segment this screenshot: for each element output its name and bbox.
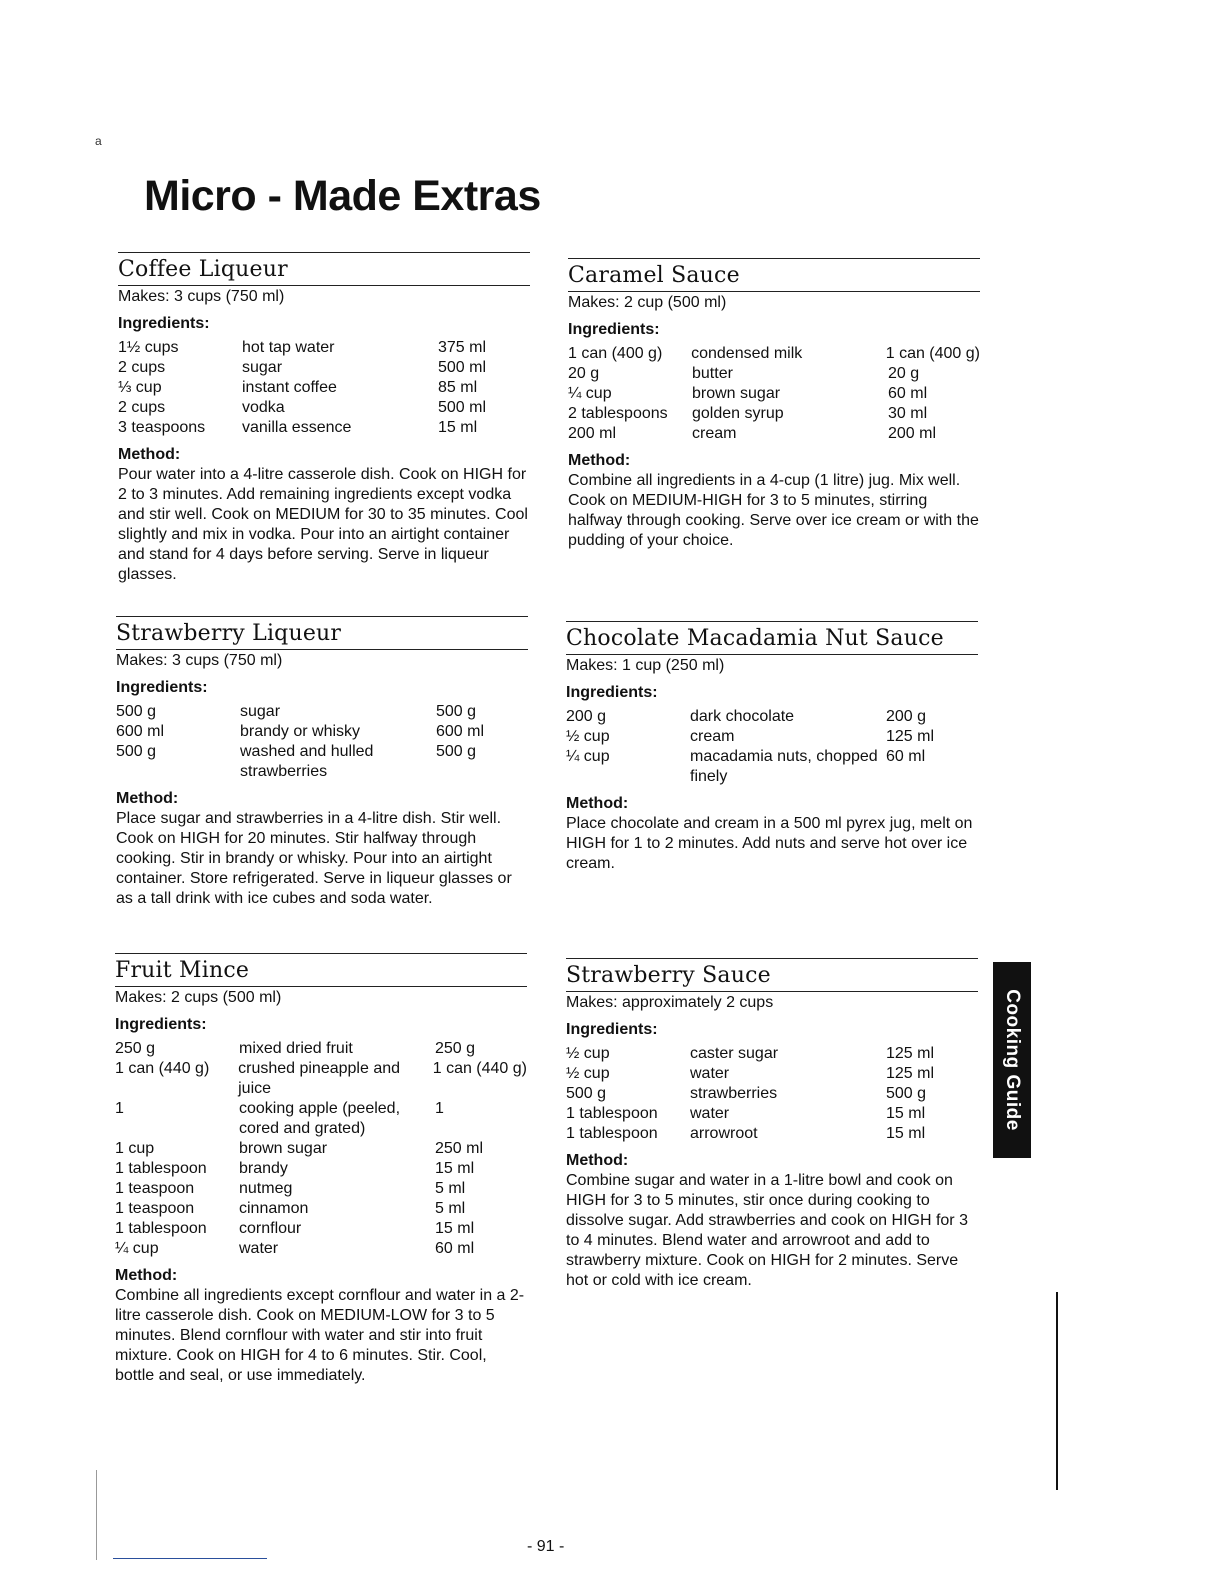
ingredient-quantity: 1 xyxy=(115,1100,124,1117)
ingredient-metric: 15 ml xyxy=(886,1105,926,1122)
method-label: Method: xyxy=(115,1267,178,1284)
ingredient-row xyxy=(118,398,530,418)
ingredient-list xyxy=(566,707,978,787)
ingredient-quantity: 3 teaspoons xyxy=(118,419,206,436)
ingredient-metric: 500 g xyxy=(886,1085,927,1102)
ingredient-metric: 60 ml xyxy=(435,1240,475,1257)
ingredient-name: vanilla essence xyxy=(242,419,352,436)
method-label: Method: xyxy=(116,790,179,807)
ingredient-metric: 1 can (400 g) xyxy=(885,345,980,362)
ingredient-name: hot tap water xyxy=(242,339,335,356)
ingredient-name: brown sugar xyxy=(239,1140,328,1157)
ingredients-label: Ingredients: xyxy=(118,315,210,332)
recipe-caramel-sauce xyxy=(568,258,980,551)
ingredient-name: strawberries xyxy=(690,1085,778,1102)
ingredient-name: water xyxy=(690,1065,730,1082)
ingredient-metric: 5 ml xyxy=(435,1180,466,1197)
recipe-title: Strawberry Sauce xyxy=(566,963,771,988)
ingredient-quantity: ½ cup xyxy=(566,728,610,745)
recipe-yield: Makes: 3 cups (750 ml) xyxy=(118,288,285,305)
ingredient-row xyxy=(115,1139,527,1159)
ingredient-name: cream xyxy=(690,728,735,745)
ingredient-name: nutmeg xyxy=(239,1180,293,1197)
ingredient-name: sugar xyxy=(240,703,281,720)
ingredient-metric: 60 ml xyxy=(888,385,928,402)
ingredient-row xyxy=(566,727,978,747)
recipe-top-rule xyxy=(118,252,530,253)
ingredient-metric: 30 ml xyxy=(888,405,928,422)
ingredient-metric: 600 ml xyxy=(436,723,485,740)
recipe-yield: Makes: 1 cup (250 ml) xyxy=(566,657,725,674)
ingredient-name: cooking apple (peeled, cored and grated) xyxy=(239,1100,401,1137)
ingredient-list xyxy=(118,338,530,438)
ingredient-row xyxy=(116,702,528,722)
ingredient-metric: 1 can (440 g) xyxy=(432,1060,527,1077)
ingredient-metric: 15 ml xyxy=(438,419,478,436)
ingredient-name: condensed milk xyxy=(691,345,803,362)
ingredient-row xyxy=(115,1239,527,1259)
ingredient-name: washed and hulled strawberries xyxy=(240,743,374,780)
ingredients-label: Ingredients: xyxy=(568,321,660,338)
ingredient-quantity: 2 cups xyxy=(118,399,166,416)
ingredient-name: crushed pineapple and juice xyxy=(238,1060,401,1097)
ingredient-quantity: 1 tablespoon xyxy=(566,1125,658,1142)
ingredient-quantity: ¼ cup xyxy=(115,1240,159,1257)
ingredient-row xyxy=(115,1159,527,1179)
ingredient-quantity: 1 can (440 g) xyxy=(115,1060,210,1077)
recipe-yield: Makes: 2 cup (500 ml) xyxy=(568,294,727,311)
ingredient-metric: 15 ml xyxy=(435,1160,475,1177)
ingredient-row xyxy=(568,364,980,384)
ingredient-row xyxy=(566,707,978,727)
ingredient-quantity: 2 cups xyxy=(118,359,166,376)
ingredient-name: cornflour xyxy=(239,1220,302,1237)
method-label: Method: xyxy=(118,446,181,463)
ingredient-metric: 125 ml xyxy=(886,1065,935,1082)
ingredient-row xyxy=(115,1059,527,1099)
cooking-guide-tab xyxy=(993,962,1031,1158)
ingredient-metric: 500 g xyxy=(436,743,477,760)
ingredient-row xyxy=(115,1219,527,1239)
recipe-top-rule xyxy=(568,258,980,259)
ingredient-row xyxy=(568,384,980,404)
ingredient-quantity: 1 tablespoon xyxy=(115,1160,207,1177)
page-number: - 91 - xyxy=(527,1538,565,1555)
ingredients-label: Ingredients: xyxy=(115,1016,207,1033)
ingredient-metric: 15 ml xyxy=(886,1125,926,1142)
recipe-title: Chocolate Macadamia Nut Sauce xyxy=(566,626,944,651)
corner-mark: a xyxy=(95,134,102,148)
ingredient-quantity: ¼ cup xyxy=(568,385,612,402)
recipe-chocolate-macadamia-nut-sauce xyxy=(566,621,978,874)
ingredient-quantity: 1 can (400 g) xyxy=(568,345,663,362)
ingredient-name: dark chocolate xyxy=(690,708,795,725)
ingredient-quantity: 2 tablespoons xyxy=(568,405,668,422)
ingredient-metric: 200 ml xyxy=(888,425,937,442)
method-label: Method: xyxy=(566,1152,629,1169)
ingredient-metric: 500 ml xyxy=(438,399,487,416)
ingredient-quantity: 600 ml xyxy=(116,723,165,740)
ingredient-quantity: 500 g xyxy=(116,743,157,760)
ingredient-quantity: 1½ cups xyxy=(118,339,179,356)
ingredient-row xyxy=(115,1039,527,1059)
ingredient-row xyxy=(115,1199,527,1219)
ingredient-metric: 250 ml xyxy=(435,1140,484,1157)
recipe-top-rule xyxy=(115,953,527,954)
ingredient-row xyxy=(566,1084,978,1104)
method-text: Combine all ingredients except cornflour and water in a 2-litre casserole dish. Cook on MEDIUM-LOW for 3 to 5 minutes. Blend cornflour with water and stir into fruit mixture. Cook on HIGH for 4 to 6 minutes. Stir. Cool, bottle and seal, or use immediately. xyxy=(115,1287,525,1384)
ingredient-name: cinnamon xyxy=(239,1200,309,1217)
recipe-title: Fruit Mince xyxy=(115,958,250,983)
ingredient-quantity: 500 g xyxy=(566,1085,607,1102)
ingredient-name: sugar xyxy=(242,359,283,376)
page-title: Micro - Made Extras xyxy=(144,172,541,220)
ingredient-list xyxy=(115,1039,527,1259)
ingredient-name: arrowroot xyxy=(690,1125,758,1142)
ingredient-row xyxy=(116,742,528,782)
ingredient-quantity: 1 teaspoon xyxy=(115,1180,195,1197)
recipe-strawberry-liqueur xyxy=(116,616,528,909)
ingredient-name: cream xyxy=(692,425,737,442)
ingredient-row xyxy=(118,338,530,358)
ingredient-metric: 60 ml xyxy=(886,748,926,765)
ingredient-row xyxy=(118,418,530,438)
ingredient-name: butter xyxy=(692,365,733,382)
ingredients-label: Ingredients: xyxy=(566,684,658,701)
ingredient-name: brandy xyxy=(239,1160,288,1177)
ingredient-name: brown sugar xyxy=(692,385,781,402)
ingredient-name: mixed dried fruit xyxy=(239,1040,353,1057)
ingredient-metric: 200 g xyxy=(886,708,927,725)
ingredient-row xyxy=(118,358,530,378)
ingredient-row xyxy=(566,1044,978,1064)
ingredient-quantity: 200 g xyxy=(566,708,607,725)
ingredient-list xyxy=(116,702,528,782)
ingredient-name: golden syrup xyxy=(692,405,784,422)
ingredient-quantity: ½ cup xyxy=(566,1045,610,1062)
ingredient-row xyxy=(118,378,530,398)
ingredient-metric: 500 g xyxy=(436,703,477,720)
ingredient-quantity: 1 teaspoon xyxy=(115,1200,195,1217)
recipe-title: Coffee Liqueur xyxy=(118,257,288,282)
ingredient-metric: 500 ml xyxy=(438,359,487,376)
ingredient-row xyxy=(568,424,980,444)
recipe-yield: Makes: approximately 2 cups xyxy=(566,994,774,1011)
scan-edge xyxy=(96,1470,97,1560)
ingredient-name: caster sugar xyxy=(690,1045,779,1062)
ingredient-quantity: 1 tablespoon xyxy=(566,1105,658,1122)
method-label: Method: xyxy=(568,452,631,469)
ingredient-list xyxy=(566,1044,978,1144)
ingredient-quantity: ½ cup xyxy=(566,1065,610,1082)
ingredient-name: brandy or whisky xyxy=(240,723,361,740)
ingredient-name: instant coffee xyxy=(242,379,337,396)
recipe-coffee-liqueur xyxy=(118,252,530,585)
method-text: Combine sugar and water in a 1-litre bowl and cook on HIGH for 3 to 5 minutes, stir once during cooking to dissolve sugar. Add strawberries and cook on HIGH for 3 to 4 minutes. Blend water and arrowroot and add to strawberry mixture. Cook on HIGH for 2 minutes. Serve hot or cold with ice cream. xyxy=(566,1172,968,1289)
ingredient-row xyxy=(566,1124,978,1144)
ingredient-metric: 125 ml xyxy=(886,1045,935,1062)
scan-line xyxy=(113,1558,267,1559)
ingredient-quantity: 200 ml xyxy=(568,425,617,442)
method-text: Pour water into a 4-litre casserole dish. Cook on HIGH for 2 to 3 minutes. Add remaining ingredients except vodka and stir well. Cook on MEDIUM for 30 to 35 minutes. Cool slightly and mix in vodka. Pour into an airtight container and stand for 4 days before serving. Serve in liqueur glasses. xyxy=(118,466,528,583)
ingredient-quantity: 1 tablespoon xyxy=(115,1220,207,1237)
cooking-guide-tab-label: Cooking Guide xyxy=(1002,989,1024,1131)
ingredient-name: water xyxy=(690,1105,730,1122)
recipe-title: Strawberry Liqueur xyxy=(116,621,342,646)
ingredient-metric: 5 ml xyxy=(435,1200,466,1217)
ingredient-metric: 125 ml xyxy=(886,728,935,745)
ingredient-metric: 250 g xyxy=(435,1040,476,1057)
method-label: Method: xyxy=(566,795,629,812)
ingredient-quantity: 250 g xyxy=(115,1040,156,1057)
ingredient-quantity: 500 g xyxy=(116,703,157,720)
ingredient-metric: 1 xyxy=(435,1100,444,1117)
ingredient-quantity: 20 g xyxy=(568,365,600,382)
method-text: Place chocolate and cream in a 500 ml pyrex jug, melt on HIGH for 1 to 2 minutes. Add nuts and serve hot over ice cream. xyxy=(566,815,973,872)
ingredient-row xyxy=(115,1179,527,1199)
ingredient-row xyxy=(116,722,528,742)
ingredient-row xyxy=(566,1104,978,1124)
margin-rule xyxy=(1056,1292,1058,1490)
recipe-top-rule xyxy=(566,621,978,622)
ingredients-label: Ingredients: xyxy=(566,1021,658,1038)
recipe-top-rule xyxy=(116,616,528,617)
ingredient-row xyxy=(566,1064,978,1084)
ingredient-row xyxy=(568,404,980,424)
recipe-yield: Makes: 3 cups (750 ml) xyxy=(116,652,283,669)
ingredient-quantity: ⅓ cup xyxy=(118,379,162,396)
recipe-title: Caramel Sauce xyxy=(568,263,740,288)
ingredients-label: Ingredients: xyxy=(116,679,208,696)
ingredient-row xyxy=(568,344,980,364)
recipe-strawberry-sauce xyxy=(566,958,978,1291)
ingredient-metric: 20 g xyxy=(888,365,920,382)
method-text: Combine all ingredients in a 4-cup (1 litre) jug. Mix well. Cook on MEDIUM-HIGH for 3 to 5 minutes, stirring halfway through cooking. Serve over ice cream or with the pudding of your choice. xyxy=(568,472,979,549)
ingredient-quantity: 1 cup xyxy=(115,1140,155,1157)
ingredient-metric: 15 ml xyxy=(435,1220,475,1237)
recipe-yield: Makes: 2 cups (500 ml) xyxy=(115,989,282,1006)
ingredient-name: water xyxy=(239,1240,279,1257)
ingredient-name: vodka xyxy=(242,399,285,416)
recipe-top-rule xyxy=(566,958,978,959)
method-text: Place sugar and strawberries in a 4-litre dish. Stir well. Cook on HIGH for 20 minutes. Stir halfway through cooking. Stir in brandy or whisky. Pour into an airtight container. Store refrigerated. Serve in liqueur glasses or as a tall drink with ice cubes and soda water. xyxy=(116,810,512,907)
ingredient-quantity: ¼ cup xyxy=(566,748,610,765)
ingredient-list xyxy=(568,344,980,444)
ingredient-row xyxy=(566,747,978,787)
ingredient-name: macadamia nuts, chopped finely xyxy=(690,748,878,785)
ingredient-metric: 85 ml xyxy=(438,379,478,396)
ingredient-row xyxy=(115,1099,527,1139)
ingredient-metric: 375 ml xyxy=(438,339,487,356)
recipe-fruit-mince xyxy=(115,953,527,1386)
